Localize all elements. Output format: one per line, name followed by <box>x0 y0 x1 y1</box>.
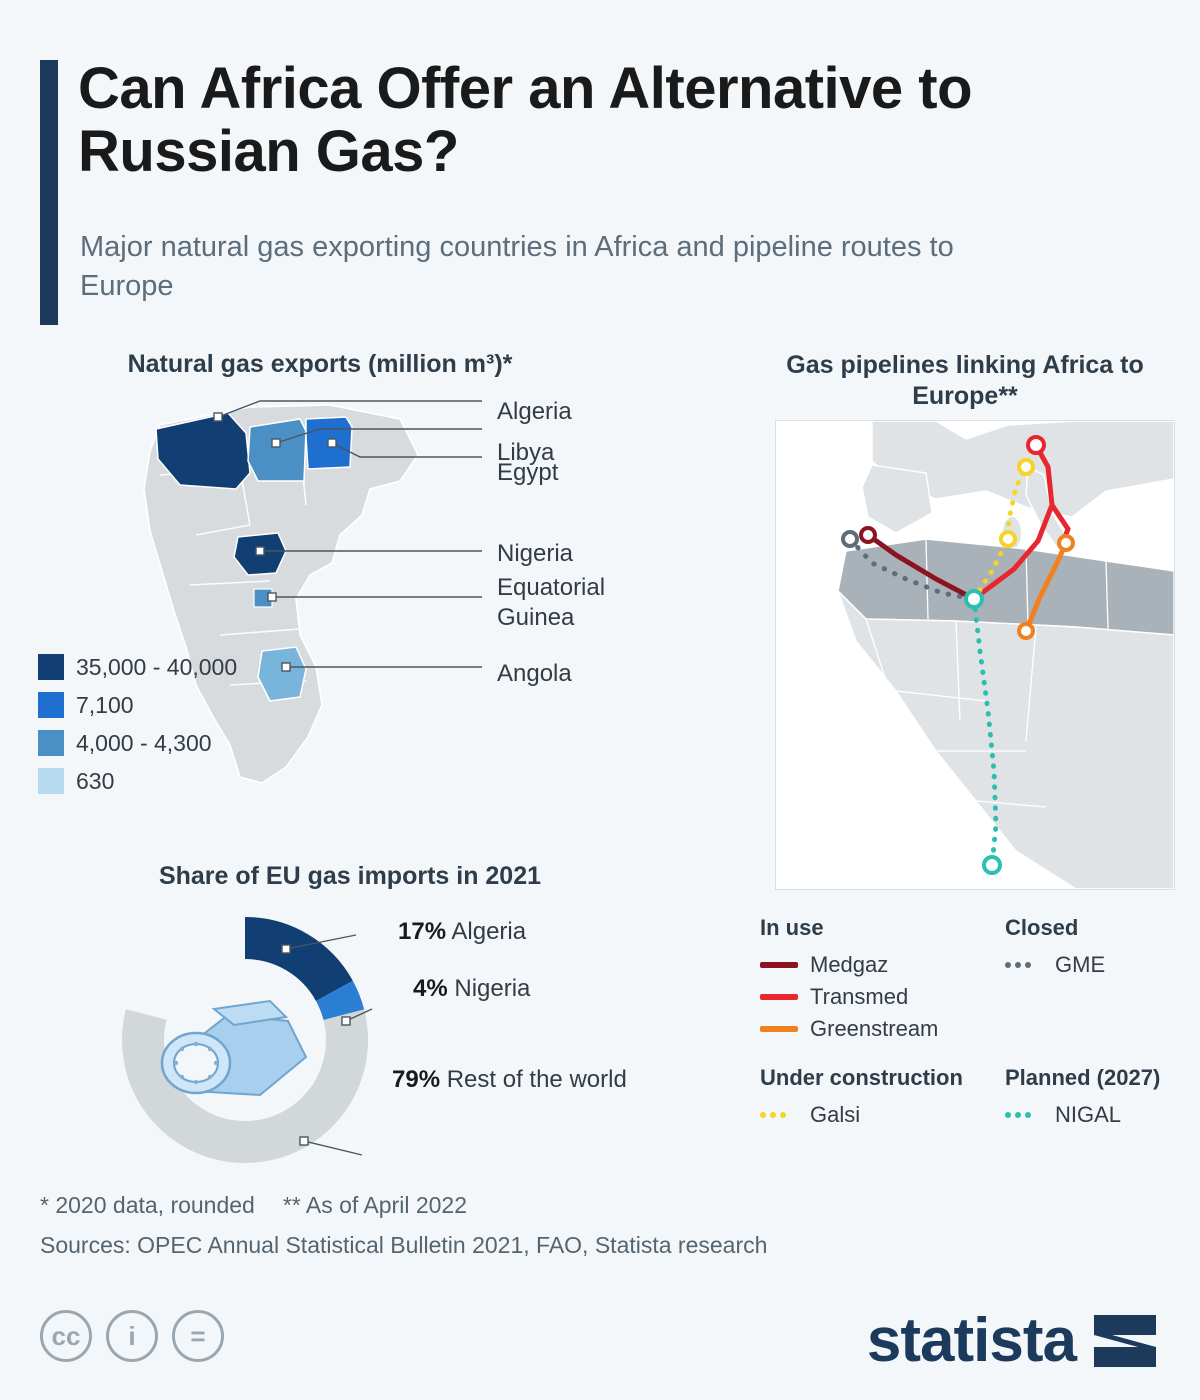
legend-label: NIGAL <box>1055 1102 1122 1128</box>
line-swatch <box>760 994 798 1000</box>
legend-swatch <box>38 692 64 718</box>
callout-angola: Angola <box>497 660 572 687</box>
page-subtitle: Major natural gas exporting countries in Africa and pipeline routes to Europe <box>80 231 954 303</box>
title-accent-bar <box>40 60 58 325</box>
donut-value: 17% <box>398 918 447 945</box>
legend-label: 7,100 <box>76 691 134 718</box>
legend-label: 35,000 - 40,000 <box>76 653 238 680</box>
legend-item <box>38 686 237 724</box>
legend-swatch <box>38 730 64 756</box>
legend-swatch <box>38 654 64 680</box>
legend-item <box>38 648 237 686</box>
legend-group-title: Planned (2027) <box>1005 1065 1161 1090</box>
donut-name: Nigeria <box>447 975 531 1002</box>
legend-label: GME <box>1055 952 1106 978</box>
page-title: Can Africa Offer an Alternative to Russian Gas? <box>78 56 973 184</box>
legend-label: Galsi <box>810 1102 861 1128</box>
legend-item-greenstream <box>760 1013 980 1045</box>
donut-name: Rest of the world <box>440 1066 627 1093</box>
legend-group-title: Closed <box>1005 915 1079 940</box>
legend-item-transmed <box>760 981 980 1013</box>
legend-group-title: Under construction <box>760 1065 963 1090</box>
donut-section-title: Share of EU gas imports in 2021 <box>158 862 542 890</box>
donut-value: 79% <box>392 1066 441 1093</box>
dot-swatch <box>1005 961 1043 969</box>
footnote-1: * 2020 data, rounded <box>40 1192 255 1218</box>
legend-group-under-construction <box>760 1065 980 1131</box>
line-swatch <box>760 1026 798 1032</box>
dot-swatch <box>760 1111 798 1119</box>
legend-label: 630 <box>76 767 115 794</box>
legend-label: 4,000 - 4,300 <box>76 729 212 756</box>
legend-label: Medgaz <box>810 952 889 978</box>
legend-item-galsi <box>760 1099 980 1131</box>
creative-commons-badges <box>40 1310 224 1362</box>
pipeline-map <box>775 420 1175 890</box>
legend-group-in-use <box>760 915 980 1045</box>
donut-label-nigeria <box>413 975 530 1003</box>
donut-label-algeria <box>398 918 526 946</box>
legend-group-closed <box>1005 915 1185 981</box>
exports-section-title: Natural gas exports (million m³)* <box>127 350 513 378</box>
donut-name: Algeria <box>446 918 527 945</box>
statista-wordmark: statista <box>866 1306 1076 1375</box>
dot-swatch <box>1005 1111 1043 1119</box>
callout-egypt: Egypt <box>497 459 559 486</box>
line-swatch <box>760 962 798 968</box>
statista-mark <box>1090 1313 1160 1369</box>
statista-logo <box>867 1305 1160 1376</box>
callout-libya: Libya <box>497 439 555 466</box>
eu-imports-donut <box>110 905 380 1175</box>
sources-line: Sources: OPEC Annual Statistical Bulletin 2021, FAO, Statista research <box>40 1232 768 1258</box>
footnotes <box>40 1192 467 1219</box>
pipelines-section-title: Gas pipelines linking Africa to Europe** <box>786 351 1144 411</box>
donut-value: 4% <box>413 975 448 1002</box>
footnote-2: ** As of April 2022 <box>282 1192 467 1218</box>
callout-nigeria: Nigeria <box>497 540 574 567</box>
legend-group-planned <box>1005 1065 1185 1131</box>
cc-icon: cc <box>40 1310 92 1362</box>
callout-algeria: Algeria <box>497 398 572 425</box>
donut-label-rest <box>392 1066 627 1094</box>
legend-swatch <box>38 768 64 794</box>
cc-nd-icon: = <box>172 1310 224 1362</box>
exports-legend <box>38 648 237 800</box>
cc-by-icon: i <box>106 1310 158 1362</box>
legend-item-medgaz <box>760 949 980 981</box>
legend-label: Greenstream <box>810 1016 939 1042</box>
legend-item-nigal <box>1005 1099 1185 1131</box>
legend-item <box>38 724 237 762</box>
legend-label: Transmed <box>810 984 909 1010</box>
legend-group-title: In use <box>760 915 824 940</box>
legend-item-gme <box>1005 949 1185 981</box>
callout-equatorial-guinea: Equatorial Guinea <box>497 574 606 631</box>
legend-item <box>38 762 237 800</box>
